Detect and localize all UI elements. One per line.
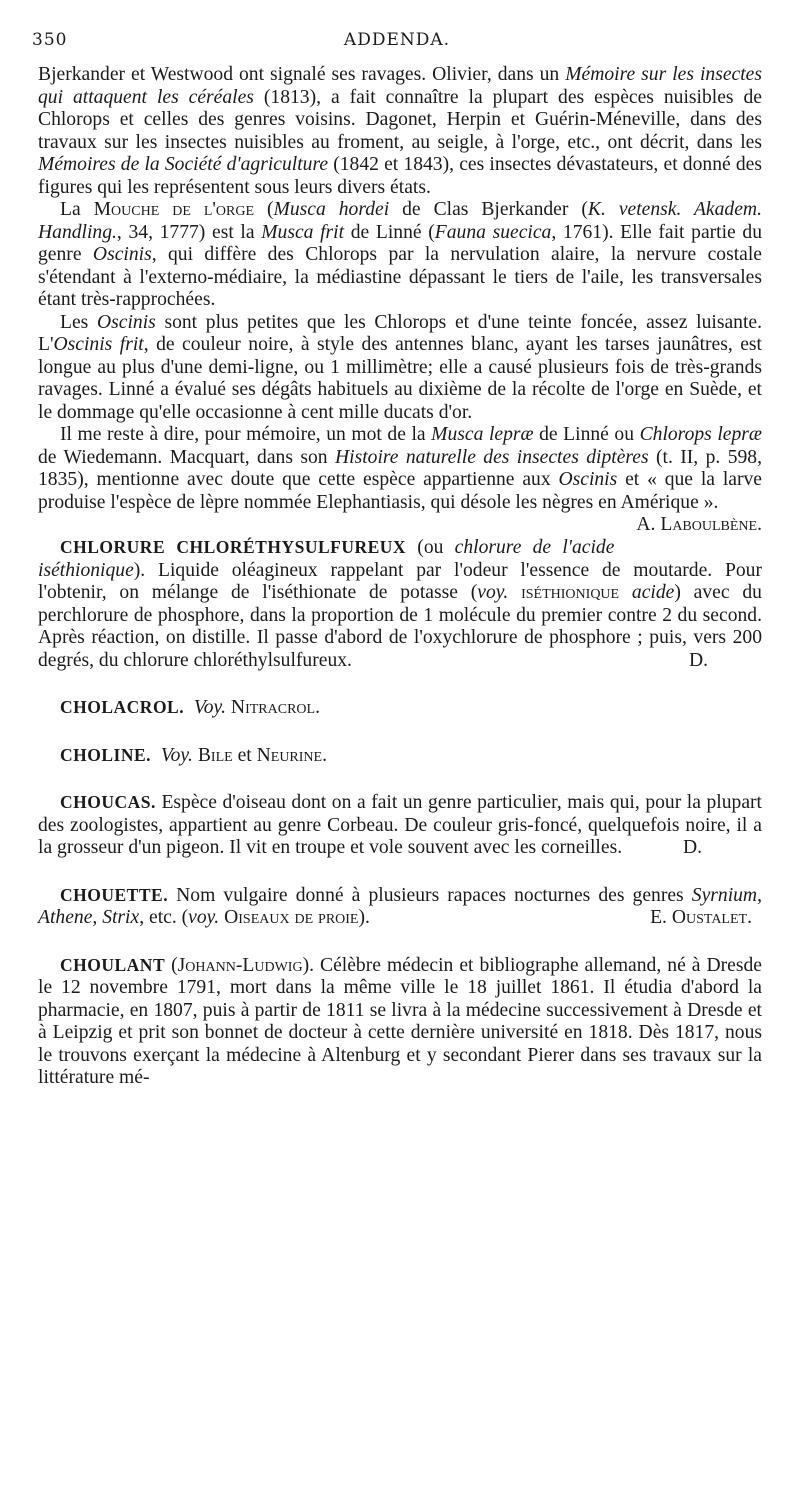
paragraph-ravages	[38, 64, 762, 199]
text: ). Célèbre médecin et bibliographe allemand, né à Dresde le 12 novembre 1791, mort dans la même ville le 18 juillet 1861. Il étudia d'abord la pharmacie, en 1807, puis à partir de 1811 se livra à la médecine successivement à Dresde et à Leipzig et prit son bonnet de docteur à cette dernière université en 1818. Dès 1817, nous le trouvons exerçant la médecine à Altenburg et y secondant Pierer dans ses travaux sur la littérature mé-	[38, 954, 762, 1088]
text: La	[60, 199, 94, 220]
entry-chlorure	[38, 536, 762, 672]
species-name: Oscinis frit	[53, 334, 144, 355]
cross-reference: Neurine.	[256, 744, 327, 766]
text: , qui diffère des Chlorops par la nervulation alaire, la nervure costale s'étendant à l'externo-médiaire, la médiastine dépassant le tiers de l'aile, les transversales étant très-rapprochées.	[38, 244, 762, 310]
text: , etc. (	[139, 907, 189, 928]
author-signature: A. Laboulbène.	[636, 514, 762, 535]
cross-reference: iséthionique	[521, 582, 620, 603]
text: (ou	[406, 537, 455, 558]
species-name: Chlorops lepræ	[639, 424, 762, 445]
text	[619, 582, 632, 603]
author-signature: E. Oustalet.	[650, 907, 752, 928]
species-name: Musca frit	[261, 221, 345, 243]
headword: CHOLACROL.	[60, 697, 185, 717]
headword: CHOUCAS.	[60, 792, 156, 812]
text: Les	[60, 311, 97, 333]
headword: CHLORURE CHLORÉTHYSULFUREUX	[60, 537, 407, 557]
running-header	[32, 30, 762, 58]
text: , 1761). Elle fait partie du genre	[38, 221, 763, 265]
text: , de couleur noire, à style des antennes blanc, ayant les tarses jaunâtres, est longue au plus d'une demi-ligne, ou 1 millimètre; elle a causé plusieurs fois de très-grands ravages. Linné a évalué ses dégâts habituels au dixième de la récolte de l'orge en Suède, et le dommage qu'elle occasionne à cent mille ducats d'or.	[38, 334, 762, 423]
entry-chouette	[38, 884, 762, 930]
text: (	[165, 954, 178, 976]
cross-reference: voy.	[188, 907, 220, 928]
text: Nom vulgaire donné à plusieurs rapaces nocturnes des genres	[168, 884, 692, 906]
genus-name: Oscinis	[558, 469, 618, 490]
entry-cholacrol	[38, 696, 762, 720]
text: de Clas Bjerkander (	[389, 199, 588, 220]
term: Mouche de l'orge	[93, 199, 255, 220]
text: ) avec du perchlorure de phosphore, dans la proportion de 1 molécule du premier contre 2 du second. Après réaction, on distille. Il passe d'abord de l'oxychlorure de phosphore ; puis, vers 200 degrés, du chlorure chloréthylsulfureux.	[38, 582, 762, 671]
headword: CHOULANT	[60, 954, 166, 975]
paragraph-mouche-orge	[38, 199, 762, 312]
author-signature: D.	[682, 837, 702, 858]
text: ).	[358, 907, 370, 928]
text: de Linné ou	[533, 424, 640, 445]
species-name: Musca lepræ	[431, 424, 534, 445]
book-title: Mémoire sur les insectes qui attaquent les céréales	[38, 64, 762, 108]
genus-name: Oscinis	[92, 244, 152, 265]
text: de Linné (	[344, 221, 435, 243]
text: Bjerkander et Westwood ont signalé ses ravages. Olivier, dans un	[38, 64, 566, 85]
page-body	[38, 64, 762, 1090]
text: de Wiedemann. Macquart, dans son	[38, 446, 335, 468]
text: (1842 et 1843), ces insectes dévastateurs, et donné des figures qui les représentent sous leurs divers états.	[38, 154, 762, 198]
cross-reference: Voy.	[160, 744, 193, 766]
text: (1813), a fait connaître la plupart des espèces nuisibles de Chlorops et celles des genres voisins. Dagonet, Herpin et Guérin-Méneville, dans des travaux sur les insectes nuisibles au froment, au seigle, à l'orge, etc., ont décrit, dans les	[38, 86, 762, 153]
headword: CHOUETTE.	[60, 884, 169, 905]
person-name: Johann-Ludwig	[177, 954, 303, 976]
text: ). Liquide oléagineux rappelant par l'odeur l'essence de moutarde. Pour l'obtenir, on mélange de l'iséthionate de potasse (	[38, 559, 762, 603]
entry-choulant	[38, 954, 762, 1090]
entry-choucas	[38, 791, 762, 860]
text: sont plus petites que les Chlorops et d'une teinte foncée, assez luisante. L'	[38, 311, 762, 355]
book-title: Histoire naturelle des insectes diptères	[334, 446, 649, 468]
genus-name: Oscinis	[96, 311, 156, 333]
text: Il me reste à dire, pour mémoire, un mot de la	[60, 424, 432, 445]
text: (	[254, 199, 274, 220]
book-title: Mémoires de la Société d'agriculture	[38, 154, 329, 175]
cross-reference: voy.	[477, 582, 509, 603]
page-number: 350	[32, 30, 68, 50]
cross-reference: acide	[631, 582, 675, 603]
species-name: Musca hordei	[273, 199, 390, 220]
cross-reference: Oiseaux de proie	[224, 907, 359, 928]
author-signature: D.	[688, 649, 708, 671]
running-title: ADDENDA.	[343, 30, 451, 50]
cross-reference: Nitracrol.	[230, 697, 320, 718]
text	[508, 582, 521, 603]
genus-names: Syrnium, Athene, Strix	[38, 884, 762, 928]
paragraph-musca-leprae	[38, 424, 762, 535]
headword: CHOLINE.	[60, 744, 152, 765]
text: , 34, 1777) est la	[116, 221, 262, 243]
text: Espèce d'oiseau dont on a fait un genre particulier, mais qui, pour la plupart des zoologistes, appartient au genre Corbeau. De couleur gris-foncé, quelquefois noire, il a la grosseur d'un pigeon. Il vit en troupe et vole souvent avec les corneilles.	[38, 792, 762, 858]
cross-reference: Voy.	[193, 697, 227, 718]
text: et	[232, 744, 257, 766]
text: et « que la larve produise l'espèce de lèpre nommée Elephantiasis, qui désole les nègres en Amérique ».	[38, 469, 762, 513]
term: chlorure de l'acide iséthionique	[38, 537, 615, 581]
reference: K. vetensk. Akadem. Handling.	[38, 199, 762, 243]
paragraph-oscinis	[38, 312, 762, 425]
cross-reference: Bile	[197, 744, 233, 766]
text: (t. II, p. 598, 1835), mentionne avec doute que cette espèce appartienne aux	[38, 446, 762, 490]
entry-choline	[38, 744, 762, 768]
reference: Fauna suecica	[434, 221, 552, 243]
